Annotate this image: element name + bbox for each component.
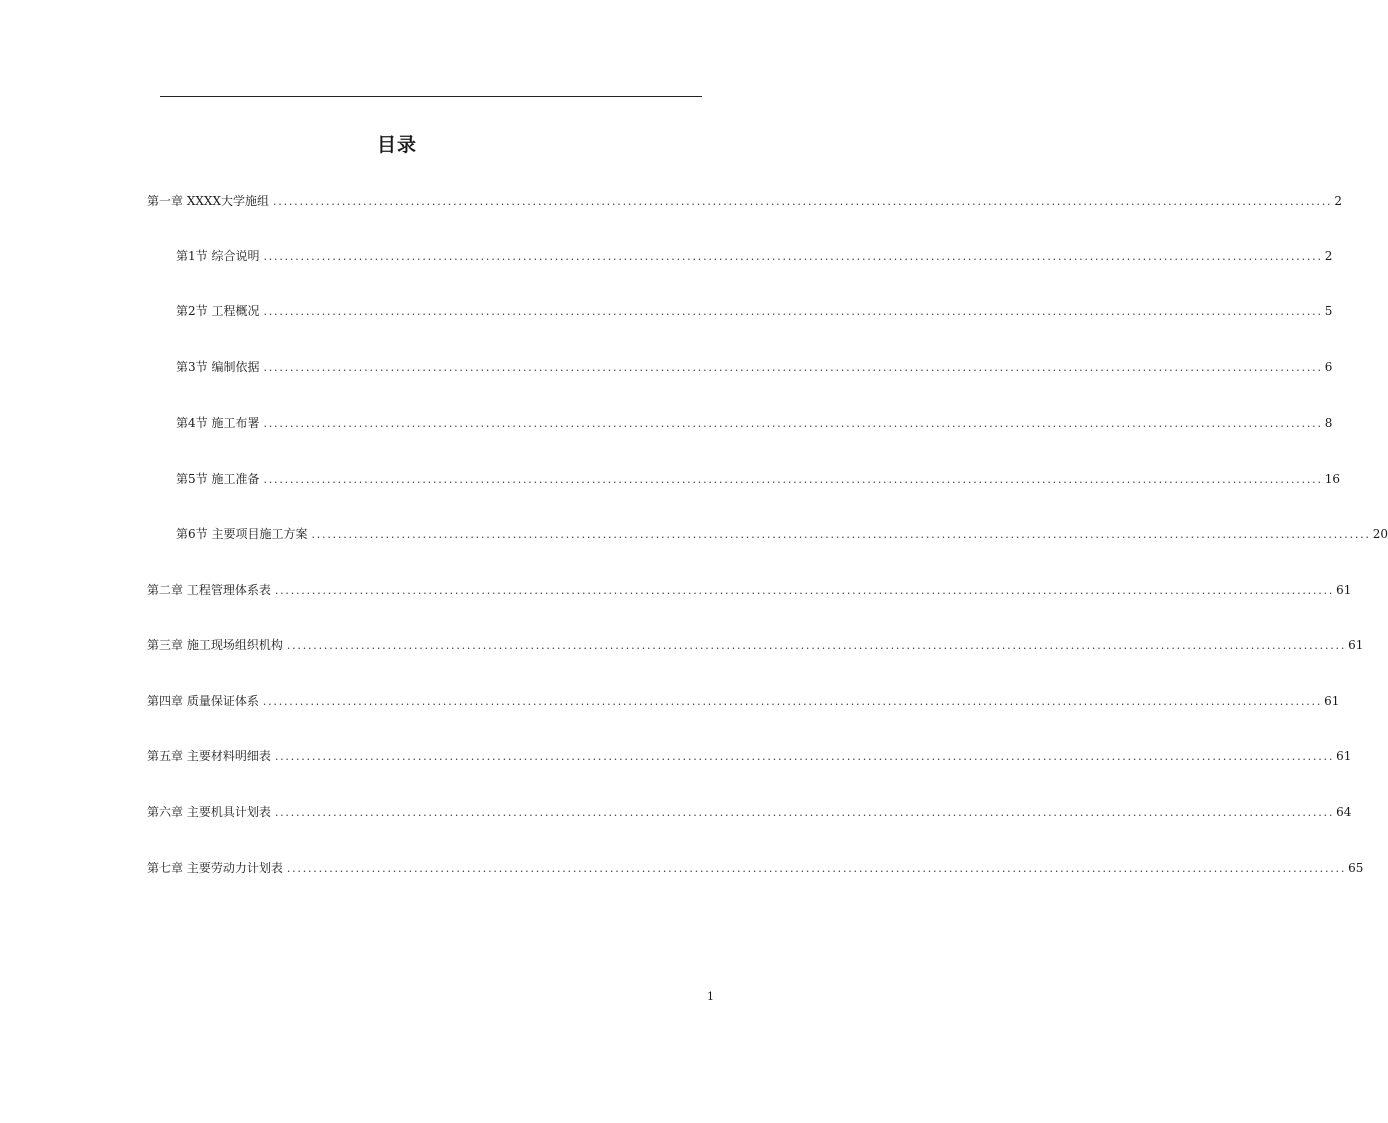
toc-entry-page: 20 xyxy=(1372,527,1388,541)
toc-leader-dots: ........................................................................................................................................................................................................ xyxy=(286,862,1347,875)
toc-entry-section-5[interactable] xyxy=(176,471,1341,488)
toc-entry-section-2[interactable] xyxy=(176,303,1333,320)
toc-entry-label: 第1节 综合说明 xyxy=(176,249,260,263)
toc-leader-dots: ........................................................................................................................................................................................................ xyxy=(274,584,1335,597)
toc-entry-label: 第七章 主要劳动力计划表 xyxy=(147,861,283,875)
toc-entry-label: 第六章 主要机具计划表 xyxy=(147,805,271,819)
toc-entry-label: 第二章 工程管理体系表 xyxy=(147,583,271,597)
toc-entry-label: 第4节 施工布署 xyxy=(176,416,260,430)
toc-entry-chapter-6[interactable] xyxy=(147,804,1352,821)
toc-leader-dots: ........................................................................................................................................................................................................ xyxy=(263,361,1323,374)
toc-entry-section-4[interactable] xyxy=(176,415,1333,432)
toc-leader-dots: ........................................................................................................................................................................................................ xyxy=(262,695,1323,708)
toc-entry-page: 61 xyxy=(1336,583,1352,597)
toc-entry-chapter-1[interactable] xyxy=(147,193,1342,210)
toc-entry-chapter-7[interactable] xyxy=(147,860,1364,877)
toc-entry-chapter-5[interactable] xyxy=(147,748,1352,765)
toc-entry-label: 第5节 施工准备 xyxy=(176,472,260,486)
toc-entry-page: 2 xyxy=(1334,194,1342,208)
toc-entry-label: 第3节 编制依据 xyxy=(176,360,260,374)
toc-entry-page: 61 xyxy=(1324,694,1340,708)
toc-leader-dots: ........................................................................................................................................................................................................ xyxy=(263,417,1323,430)
toc-leader-dots: ........................................................................................................................................................................................................ xyxy=(286,639,1347,652)
toc-entry-section-3[interactable] xyxy=(176,359,1333,376)
toc-leader-dots: ........................................................................................................................................................................................................ xyxy=(263,305,1323,318)
toc-entry-label: 第三章 施工现场组织机构 xyxy=(147,638,283,652)
toc-entry-page: 64 xyxy=(1336,805,1352,819)
toc-entry-page: 2 xyxy=(1324,249,1333,263)
toc-entry-section-1[interactable] xyxy=(176,248,1333,265)
toc-leader-dots: ........................................................................................................................................................................................................ xyxy=(274,750,1335,763)
toc-entry-chapter-2[interactable] xyxy=(147,582,1352,599)
toc-title: 目录 xyxy=(376,134,417,156)
toc-entry-label: 第2节 工程概况 xyxy=(176,304,260,318)
toc-entry-label: 第五章 主要材料明细表 xyxy=(147,749,271,763)
toc-leader-dots: ........................................................................................................................................................................................................ xyxy=(274,806,1335,819)
toc-entry-page: 6 xyxy=(1324,360,1333,374)
page-number: 1 xyxy=(707,990,714,1003)
toc-entry-label: 第6节 主要项目施工方案 xyxy=(176,527,308,541)
toc-leader-dots: ........................................................................................................................................................................................................ xyxy=(263,473,1323,486)
toc-leader-dots: ........................................................................................................................................................................................................ xyxy=(311,528,1371,541)
toc-entry-page: 61 xyxy=(1348,638,1364,652)
toc-leader-dots: ........................................................................................................................................................................................................ xyxy=(273,195,1333,208)
toc-entry-label: 第四章 质量保证体系 xyxy=(147,694,259,708)
toc-entry-chapter-3[interactable] xyxy=(147,637,1364,654)
toc-leader-dots: ........................................................................................................................................................................................................ xyxy=(263,250,1323,263)
toc-entry-page: 16 xyxy=(1324,472,1341,486)
toc-entry-page: 65 xyxy=(1348,861,1364,875)
toc-entry-page: 8 xyxy=(1324,416,1333,430)
toc-entry-label: 第一章 XXXX大学施组 xyxy=(147,194,269,208)
toc-entry-page: 5 xyxy=(1324,304,1333,318)
toc-entry-chapter-4[interactable] xyxy=(147,693,1340,710)
toc-entry-page: 61 xyxy=(1336,749,1352,763)
toc-entry-section-6[interactable] xyxy=(176,526,1388,543)
